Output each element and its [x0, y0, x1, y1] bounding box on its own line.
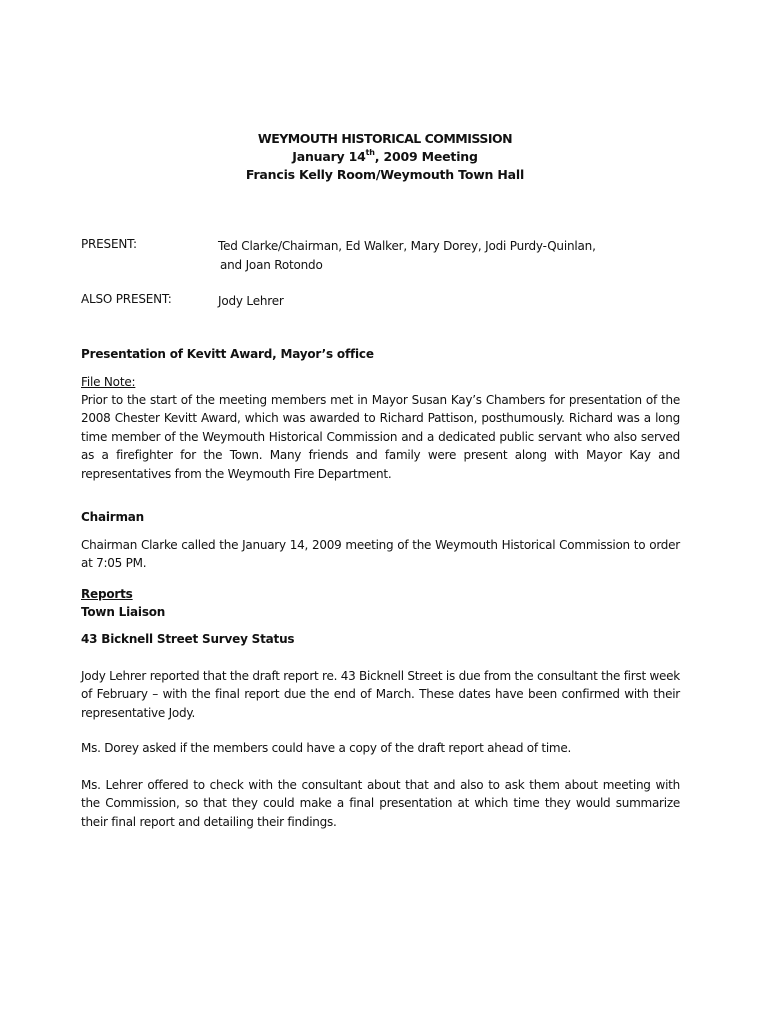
present-line-1: Ted Clarke/Chairman, Ed Walker, Mary Dorey, Jodi Purdy-Quinlan,: [218, 239, 596, 253]
bicknell-heading: 43 Bicknell Street Survey Status: [81, 632, 295, 646]
bicknell-paragraph-3: Ms. Lehrer offered to check with the consultant about that and also to ask them about meeting with the Commission, so that they could make a final presentation at which time they would summarize their final report and detailing their findings.: [81, 778, 680, 829]
document-header: [0, 130, 770, 184]
present-label: PRESENT:: [81, 237, 137, 251]
also-present-label: ALSO PRESENT:: [81, 292, 172, 306]
bicknell-paragraph-2: Ms. Dorey asked if the members could have a copy of the draft report ahead of time.: [81, 741, 572, 755]
meeting-location: Francis Kelly Room/Weymouth Town Hall: [245, 167, 525, 182]
file-note-label: File Note:: [81, 375, 136, 389]
town-liaison-heading: Town Liaison: [81, 605, 166, 619]
bicknell-paragraph-1: Jody Lehrer reported that the draft report re. 43 Bicknell Street is due from the consultant the first week of February – with the final report due the end of March. These dates have been confirmed with their representative Jody.: [81, 669, 680, 720]
meeting-date-suffix: , 2009 Meeting: [374, 149, 478, 164]
meeting-date: [0, 148, 770, 166]
chairman-text: Chairman Clarke called the January 14, 2009 meeting of the Weymouth Historical Commission to order at 7:05 PM.: [81, 538, 680, 571]
present-line-2: and Joan Rotondo: [220, 257, 323, 272]
meeting-date-prefix: January 14: [292, 149, 366, 164]
kevitt-award-heading: Presentation of Kevitt Award, Mayor’s office: [81, 347, 374, 361]
chairman-heading: Chairman: [81, 510, 145, 524]
reports-heading: Reports: [81, 587, 133, 601]
present-list: [218, 237, 688, 274]
file-note-text: Prior to the start of the meeting members met in Mayor Susan Kay’s Chambers for presentation of the 2008 Chester Kevitt Award, which was awarded to Richard Pattison, posthumously. Richard was a long time member of the Weymouth Historical Commission and a dedicated public servant who also served as a firefighter for the Town. Many friends and family were present along with Mayor Kay and representatives from the Weymouth Fire Department.: [81, 393, 680, 481]
meeting-date-ordinal: th: [365, 147, 375, 157]
also-present-value: Jody Lehrer: [218, 294, 284, 308]
document-title: WEYMOUTH HISTORICAL COMMISSION: [257, 131, 513, 146]
